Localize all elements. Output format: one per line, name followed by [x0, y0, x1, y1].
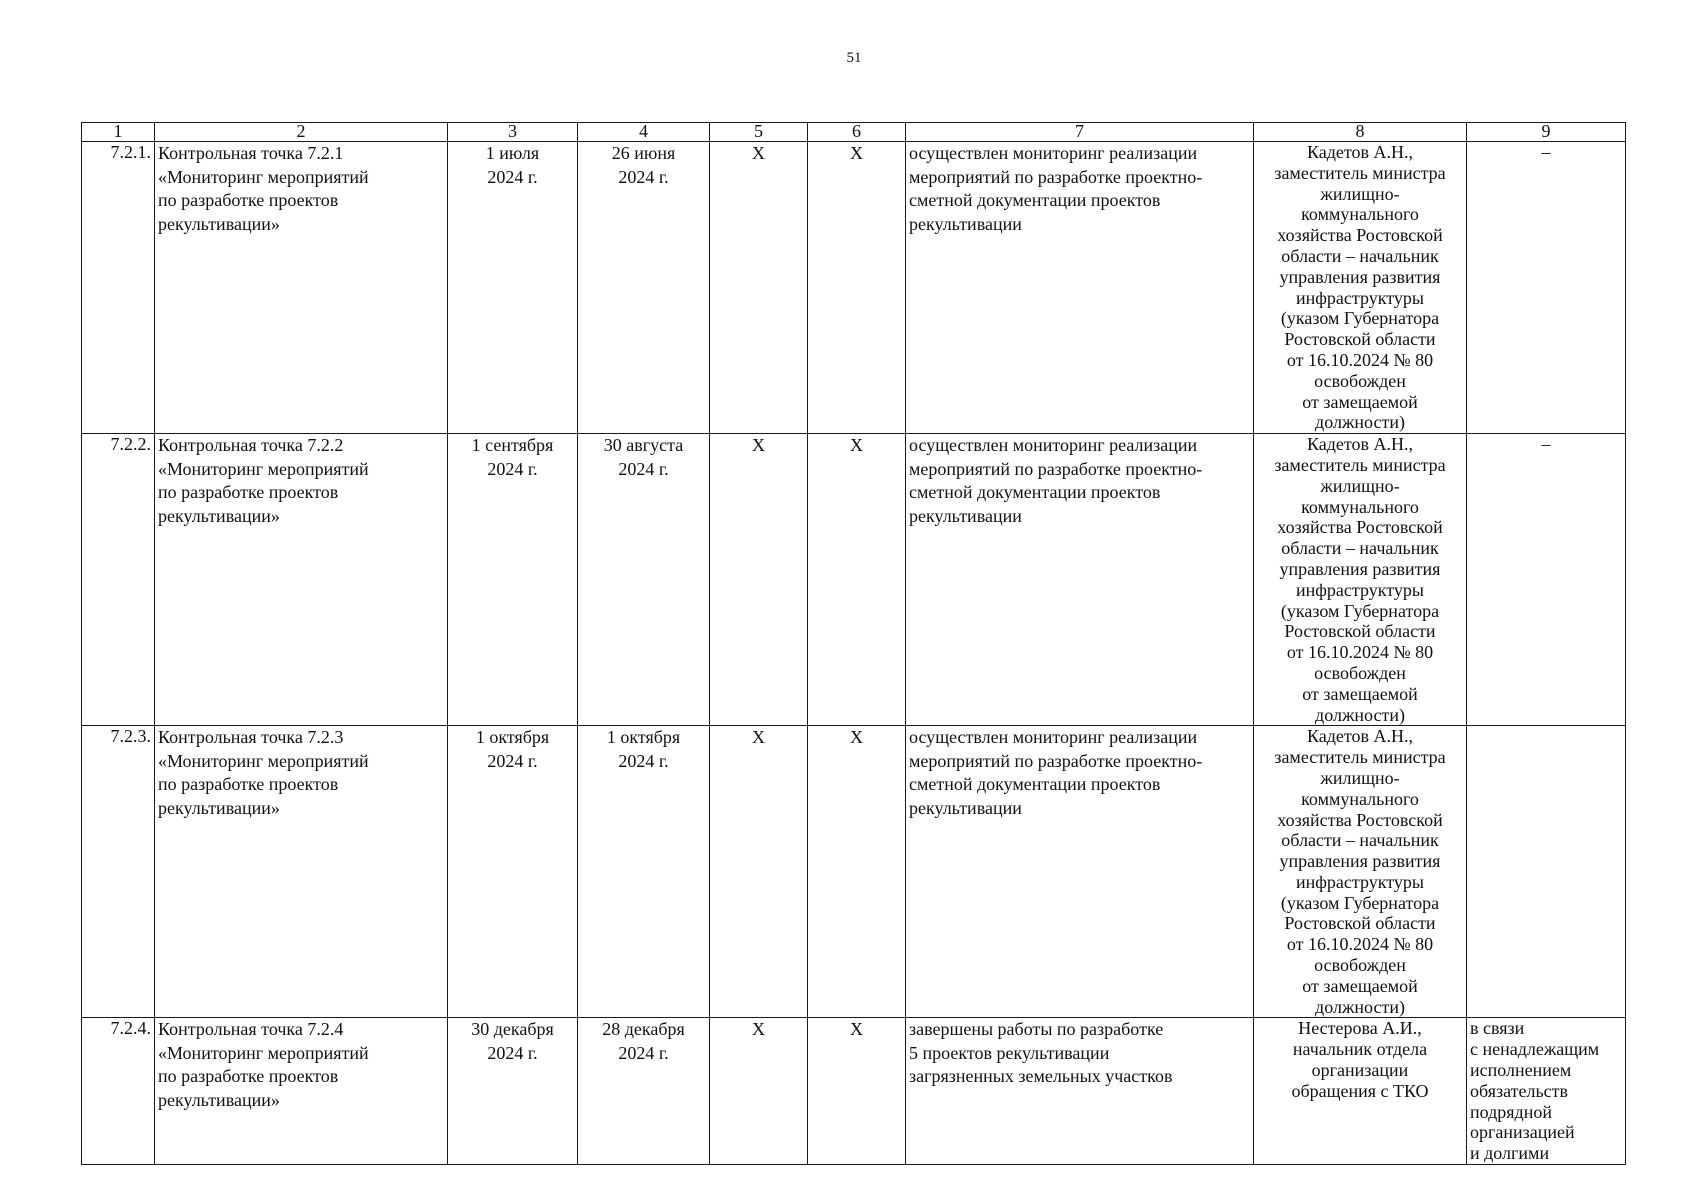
- column-5-value: Х: [710, 1018, 808, 1165]
- column-header: 7: [906, 123, 1254, 142]
- note: –: [1467, 434, 1626, 726]
- responsible-person: Кадетов А.Н., заместитель министра жилищно- коммунального хозяйства Ростовской области – начальник управления развития инфраструктуры (указом Губернатора Ростовской области от 16.10.2024 № 80 освобожден от замещаемой должности): [1254, 142, 1467, 434]
- result-description: завершены работы по разработке 5 проектов рекультивации загрязненных земельных участков: [906, 1018, 1254, 1165]
- planned-date: 1 сентября 2024 г.: [448, 434, 578, 726]
- actual-date: 30 августа 2024 г.: [578, 434, 710, 726]
- table-row: [82, 142, 1626, 434]
- column-header: 5: [710, 123, 808, 142]
- actual-date: 1 октября 2024 г.: [578, 726, 710, 1018]
- column-5-value: Х: [710, 142, 808, 434]
- result-description: осуществлен мониторинг реализации мероприятий по разработке проектно- сметной документации проектов рекультивации: [906, 434, 1254, 726]
- note: –: [1467, 142, 1626, 434]
- actual-date: 26 июня 2024 г.: [578, 142, 710, 434]
- planned-date: 30 декабря 2024 г.: [448, 1018, 578, 1165]
- column-header: 1: [82, 123, 155, 142]
- responsible-person: Кадетов А.Н., заместитель министра жилищно- коммунального хозяйства Ростовской области – начальник управления развития инфраструктуры (указом Губернатора Ростовской области от 16.10.2024 № 80 освобожден от замещаемой должности): [1254, 434, 1467, 726]
- responsible-person: Нестерова А.И., начальник отдела организации обращения с ТКО: [1254, 1018, 1467, 1165]
- control-point-name: Контрольная точка 7.2.2 «Мониторинг мероприятий по разработке проектов рекультивации»: [155, 434, 448, 726]
- control-points-table: [81, 122, 1626, 1165]
- control-point-name: Контрольная точка 7.2.1 «Мониторинг мероприятий по разработке проектов рекультивации»: [155, 142, 448, 434]
- control-point-name: Контрольная точка 7.2.4 «Мониторинг мероприятий по разработке проектов рекультивации»: [155, 1018, 448, 1165]
- column-header: 2: [155, 123, 448, 142]
- page-number: 51: [846, 50, 862, 66]
- column-6-value: Х: [808, 142, 906, 434]
- column-6-value: Х: [808, 726, 906, 1018]
- actual-date: 28 декабря 2024 г.: [578, 1018, 710, 1165]
- column-header: 6: [808, 123, 906, 142]
- note: [1467, 726, 1626, 1018]
- column-number-header: [82, 123, 1626, 142]
- column-header: 3: [448, 123, 578, 142]
- table-row: [82, 434, 1626, 726]
- column-5-value: Х: [710, 434, 808, 726]
- planned-date: 1 октября 2024 г.: [448, 726, 578, 1018]
- column-header: 9: [1467, 123, 1626, 142]
- control-point-name: Контрольная точка 7.2.3 «Мониторинг мероприятий по разработке проектов рекультивации»: [155, 726, 448, 1018]
- table-row: [82, 726, 1626, 1018]
- result-description: осуществлен мониторинг реализации мероприятий по разработке проектно- сметной документации проектов рекультивации: [906, 142, 1254, 434]
- row-number: 7.2.1.: [82, 142, 155, 434]
- column-header: 8: [1254, 123, 1467, 142]
- column-5-value: Х: [710, 726, 808, 1018]
- row-number: 7.2.2.: [82, 434, 155, 726]
- row-number: 7.2.3.: [82, 726, 155, 1018]
- responsible-person: Кадетов А.Н., заместитель министра жилищно- коммунального хозяйства Ростовской области – начальник управления развития инфраструктуры (указом Губернатора Ростовской области от 16.10.2024 № 80 освобожден от замещаемой должности): [1254, 726, 1467, 1018]
- table-row: [82, 1018, 1626, 1165]
- column-6-value: Х: [808, 1018, 906, 1165]
- row-number: 7.2.4.: [82, 1018, 155, 1165]
- planned-date: 1 июля 2024 г.: [448, 142, 578, 434]
- column-6-value: Х: [808, 434, 906, 726]
- result-description: осуществлен мониторинг реализации мероприятий по разработке проектно- сметной документации проектов рекультивации: [906, 726, 1254, 1018]
- note: в связи с ненадлежащим исполнением обязательств подрядной организацией и долгими: [1467, 1018, 1626, 1165]
- column-header: 4: [578, 123, 710, 142]
